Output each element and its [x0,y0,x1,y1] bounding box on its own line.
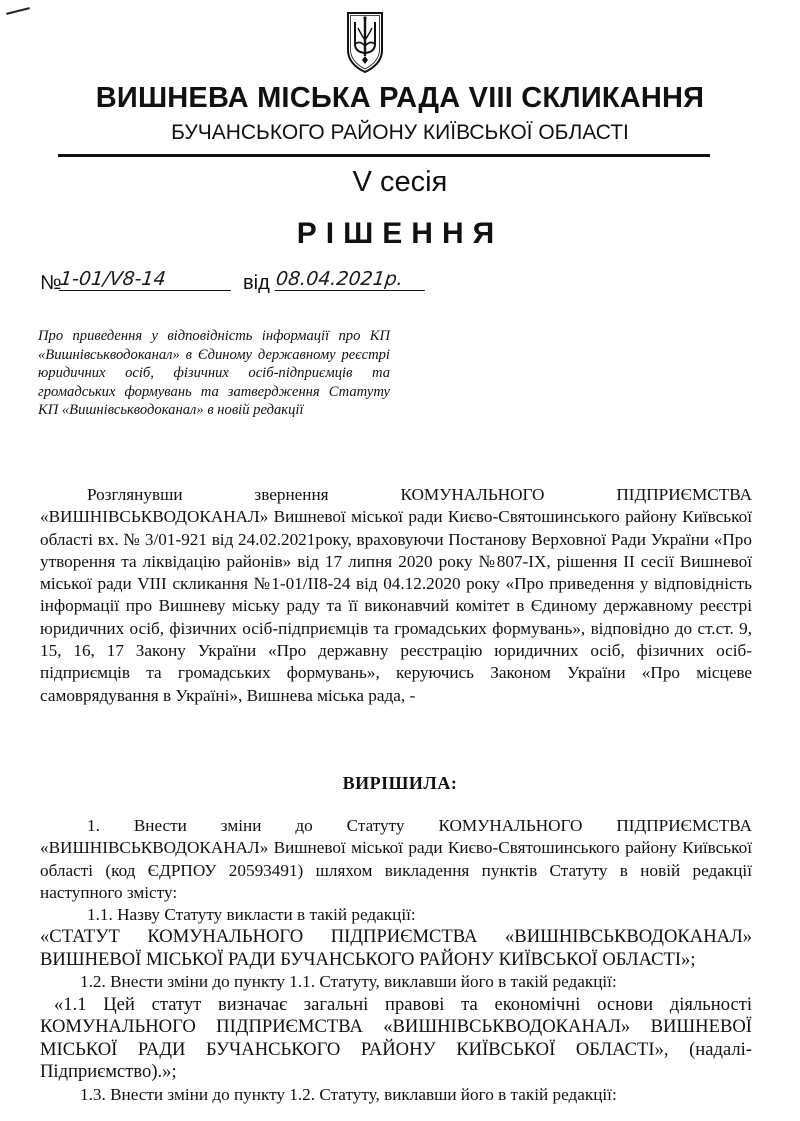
resolved-heading: ВИРІШИЛА: [342,773,458,793]
item-1-1: 1.1. Назву Статуту викласти в такій редакції: [87,905,416,925]
item-1: 1. Внести зміни до Статуту КОМУНАЛЬНОГО ПІДПРИЄМСТВА «ВИШНІВСЬКВОДОКАНАЛ» Вишневої міської ради Києво-Святошинського району Київської області (код ЄДРПОУ 20593491) шляхом викладення пунктів Статуту в новій редакції наступного змісту: [40,816,752,902]
decision-items [40,815,752,1106]
session-heading: V сесія [352,166,448,198]
item-1-3: 1.3. Внести зміни до пункту 1.2. Статуту, виклавши його в такій редакції: [80,1084,617,1104]
council-subtitle: БУЧАНСЬКОГО РАЙОНУ КИЇВСЬКОЇ ОБЛАСТІ [171,121,629,144]
header-divider [58,154,710,157]
decision-heading: РІШЕННЯ [296,217,504,250]
item-1-2-text: «1.1 Цей статут визначає загальні правові та економічні основи діяльності КОМУНАЛЬНОГО ПІДПРИЄМСТВА «ВИШНІВСЬКВОДОКАНАЛ» ВИШНЕВОЇ МІСЬКОЇ РАДИ БУЧАНСЬКОГО РАЙОНУ КИЇВСЬКОЇ ОБЛАСТІ», (надалі-Підприємство).»; [40,993,752,1083]
registration-line [40,268,460,298]
decision-subject: Про приведення у відповідність інформації про КП «Вишнівськводоканал» в Єдиному державному реєстрі юридичних осіб, фізичних осіб-підприємців та громадських формувань та затвердження Статуту КП «Вишнівськводоканал» в новій редакції [38,328,390,419]
handwritten-date: 08.04.2021р. [275,268,427,291]
preamble-paragraph: Розглянувши звернення КОМУНАЛЬНОГО ПІДПРИЄМСТВА «ВИШНІВСЬКВОДОКАНАЛ» Вишневої міської ради Києво-Святошинського району Київської області вх. № 3/01-921 від 24.02.2021року, враховуючи Постанову Верховної Ради України «Про утворення та ліквідацію районів» від 17 липня 2020 року №807-IX, рішення ІІ сесії Вишневої міської ради VIII скликання №1-01/II8-24 від 04.12.2020 року «Про приведення у відповідність інформації про Вишневу міську раду та її виконавчий комітет в Єдиному державному реєстрі юридичних осіб, фізичних осіб-підприємців та громадських формувань», відповідно до ст.ст. 9, 15, 16, 17 Закону України «Про державну реєстрацію юридичних осіб, фізичних осіб-підприємців та громадських формувань», керуючись Законом України «Про місцеве самоврядування в Україні», Вишнева міська рада, - [40,485,752,705]
preamble [40,484,752,707]
scan-corner-mark [6,7,30,15]
trident-coat-of-arms-icon [345,10,385,74]
council-title: ВИШНЕВА МІСЬКА РАДА VIII СКЛИКАННЯ [95,82,705,114]
item-1-2: 1.2. Внести зміни до пункту 1.1. Статуту, виклавши його в такій редакції: [80,972,617,992]
item-1-1-text: «СТАТУТ КОМУНАЛЬНОГО ПІДПРИЄМСТВА «ВИШНІВСЬКВОДОКАНАЛ» ВИШНЕВОЇ МІСЬКОЇ РАДИ БУЧАНСЬКОГО РАЙОНУ КИЇВСЬКОЇ ОБЛАСТІ»; [40,926,752,970]
date-label: від [243,272,270,294]
handwritten-number: 1-01/V8-14 [59,268,233,291]
number-label: № [40,272,62,294]
